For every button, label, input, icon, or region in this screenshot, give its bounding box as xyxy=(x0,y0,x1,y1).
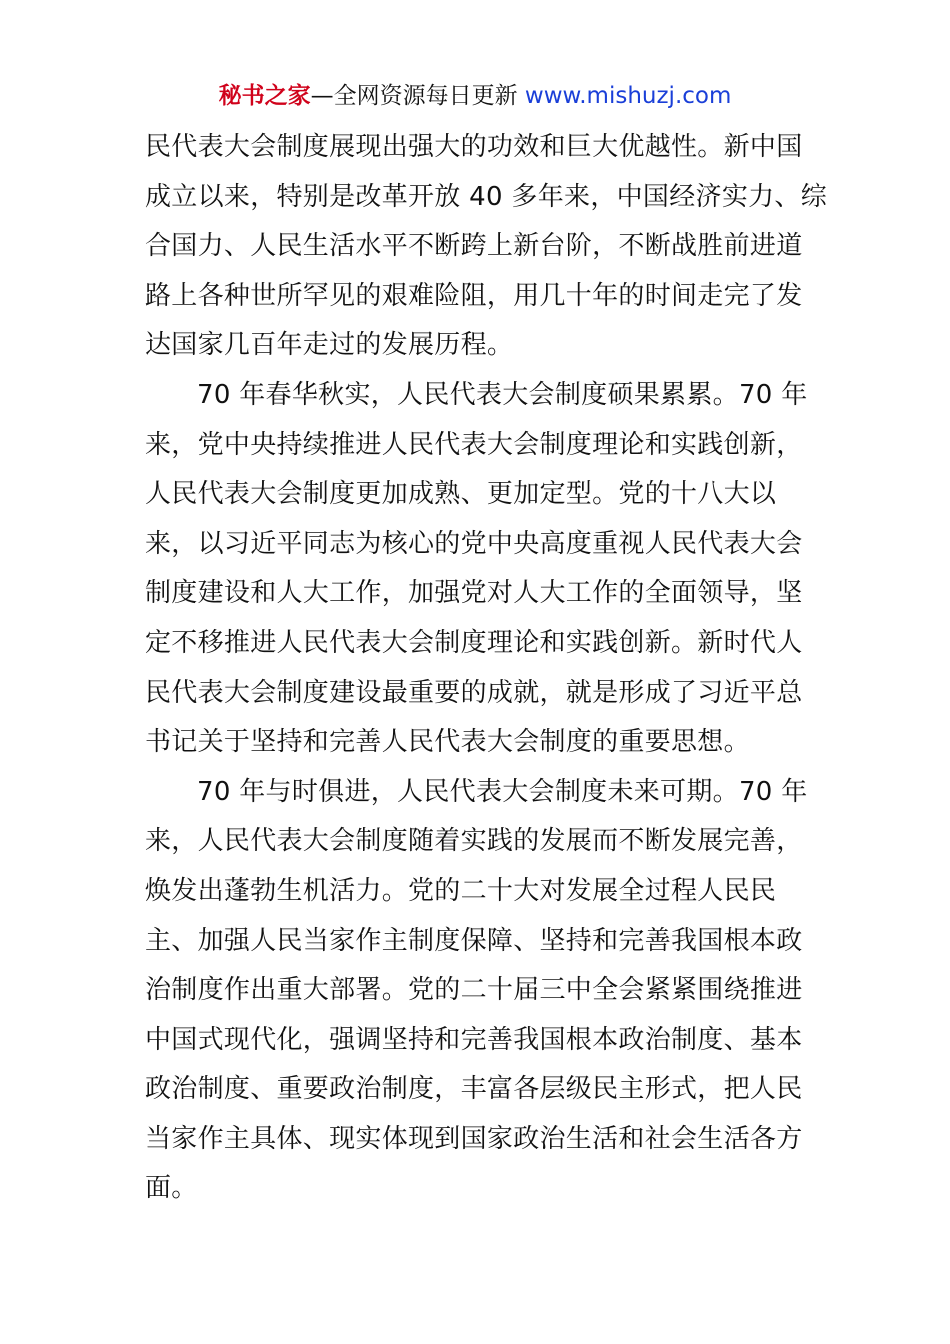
site-brand: 秘书之家 xyxy=(218,83,311,109)
site-tagline: —全网资源每日更新 xyxy=(310,83,518,109)
text-line: 民代表大会制度建设最重要的成就，就是形成了习近平总 xyxy=(145,677,803,708)
paragraph-1 xyxy=(145,123,828,371)
paragraph-3 xyxy=(145,768,810,1214)
text-line: 70 年与时俱进，人民代表大会制度未来可期。70 年 xyxy=(197,776,808,807)
paragraph-2 xyxy=(145,371,810,768)
text-line: 政治制度、重要政治制度，丰富各层级民主形式，把人民 xyxy=(145,1074,803,1105)
document-body xyxy=(145,123,828,1214)
text-line: 来，党中央持续推进人民代表大会制度理论和实践创新， xyxy=(145,429,803,460)
text-line: 70 年春华秋实，人民代表大会制度硕果累累。70 年 xyxy=(197,379,808,410)
text-line: 人民代表大会制度更加成熟、更加定型。党的十八大以 xyxy=(145,479,777,510)
text-line: 民代表大会制度展现出强大的功效和巨大优越性。新中国 xyxy=(145,132,803,162)
text-line: 中国式现代化，强调坚持和完善我国根本政治制度、基本 xyxy=(145,1024,803,1055)
text-line: 来，人民代表大会制度随着实践的发展而不断发展完善， xyxy=(145,826,803,857)
text-line: 焕发出蓬勃生机活力。党的二十大对发展全过程人民民 xyxy=(145,875,777,906)
text-line: 合国力、人民生活水平不断跨上新台阶，不断战胜前进道 xyxy=(145,231,803,262)
text-line: 成立以来，特别是改革开放 40 多年来，中国经济实力、综 xyxy=(145,181,828,212)
text-line: 来，以习近平同志为核心的党中央高度重视人民代表大会 xyxy=(145,528,803,559)
site-header xyxy=(0,80,950,112)
text-line: 主、加强人民当家作主制度保障、坚持和完善我国根本政 xyxy=(145,925,803,956)
text-line: 书记关于坚持和完善人民代表大会制度的重要思想。 xyxy=(145,727,750,758)
text-line: 制度建设和人大工作，加强党对人大工作的全面领导，坚 xyxy=(145,578,803,609)
text-line: 面。 xyxy=(145,1173,198,1204)
text-line: 当家作主具体、现实体现到国家政治生活和社会生活各方 xyxy=(145,1123,803,1154)
text-line: 治制度作出重大部署。党的二十届三中全会紧紧围绕推进 xyxy=(145,975,803,1006)
text-line: 定不移推进人民代表大会制度理论和实践创新。新时代人 xyxy=(145,627,803,658)
site-url-link[interactable]: www.mishuzj.com xyxy=(524,83,732,109)
text-line: 达国家几百年走过的发展历程。 xyxy=(145,330,514,361)
text-line: 路上各种世所罕见的艰难险阻，用几十年的时间走完了发 xyxy=(145,280,803,311)
